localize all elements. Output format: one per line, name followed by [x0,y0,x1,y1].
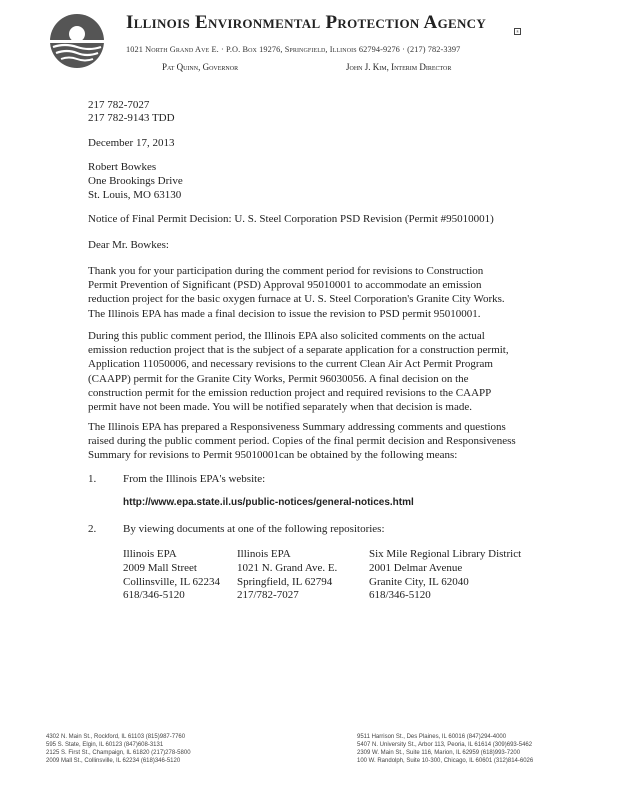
repository-springfield [237,548,337,603]
paragraph-comment-period [88,329,538,414]
repository-line: Springfield, IL 62794 [237,575,333,588]
salutation: Dear Mr. Bowkes: [88,239,169,251]
paragraph-line: construction permit for the emission reduction project and required revisions to the CAAPP [88,386,492,399]
illinois-epa-logo [45,12,113,70]
agency-address: 1021 North Grand Ave E. · P.O. Box 19276, Springfield, Illinois 62794-9276 · (217) 782-3397 [126,45,461,54]
repository-line: 1021 N. Grand Ave. E. [237,561,338,574]
footer-line: 2009 Mall St., Collinsville, IL 62234 (618)346-5120 [46,758,181,764]
agency-name: Illinois Environmental Protection Agency [126,12,487,33]
list-item-repositories: By viewing documents at one of the following repositories: [123,523,385,535]
repository-granite-city [369,548,521,603]
repository-line: 217/782-7027 [237,589,299,602]
tdd-number: 217 782-9143 TDD [88,112,175,124]
footer-offices-left [46,733,191,765]
repository-line: Illinois EPA [237,548,291,560]
repository-line: 618/346-5120 [123,589,185,602]
recipient-name: Robert Bowkes [88,161,157,173]
footer-line: 595 S. State, Elgin, IL 60123 (847)608-3131 [46,742,164,748]
paragraph-line: Thank you for your participation during the comment period for revisions to Construction [88,265,484,277]
repository-line: Collinsville, IL 62234 [123,575,221,588]
footer-line: 9511 Harrison St., Des Plaines, IL 60016 (847)294-4000 [357,734,507,740]
recipient-street: One Brookings Drive [88,175,183,187]
paragraph-thanks [88,264,538,321]
registered-mark: ® [516,29,520,34]
phone-number: 217 782-7027 [88,99,150,111]
footer-line: 2125 S. First St., Champaign, IL 61820 (217)278-5800 [46,750,191,756]
paragraph-line: During this public comment period, the Illinois EPA also solicited comments on the actual [88,330,485,342]
footer-line: 5407 N. University St., Arbor 113, Peoria, IL 61614 (309)693-5462 [357,742,533,748]
paragraph-line: Permit Prevention of Significant (PSD) Approval 95010001 to accommodate an emission [88,279,482,292]
footer-offices-right [357,733,533,765]
list-number: 2. [88,523,97,535]
footer-line: 2309 W. Main St., Suite 116, Marion, IL 62959 (618)993-7200 [357,750,521,756]
footer-line: 4302 N. Main St., Rockford, IL 61103 (815)987-7760 [46,734,186,740]
repository-line: Illinois EPA [123,548,177,560]
repository-line: 2009 Mall Street [123,561,197,574]
repository-line: 2001 Delmar Avenue [369,561,463,574]
paragraph-line: (CAAPP) permit for the Granite City Works, Permit 96030056. A final decision on the [88,372,469,385]
paragraph-line: emission reduction project that is the subject of a separate application for a construction permit, [88,344,509,357]
paragraph-line: Summary for revisions to Permit 95010001can be obtained by the following means: [88,449,458,462]
repository-line: 618/346-5120 [369,589,431,602]
repository-line: Granite City, IL 62040 [369,575,469,588]
notices-website-link[interactable]: http://www.epa.state.il.us/public-notices/general-notices.html [123,497,414,508]
footer-line: 100 W. Randolph, Suite 10-300, Chicago, IL 60601 (312)814-6026 [357,758,534,764]
paragraph-line: permit have not been made. You will be notified separately when that decision is made. [88,401,472,414]
paragraph-line: reduction project for the basic oxygen furnace at U. S. Steel Corporation's Granite City Works. [88,293,505,306]
letter-subject: Notice of Final Permit Decision: U. S. Steel Corporation PSD Revision (Permit #95010001) [88,213,494,225]
governor-name: Pat Quinn, Governor [162,62,239,72]
repository-line: Six Mile Regional Library District [369,548,522,560]
paragraph-line: The Illinois EPA has made a final decision to issue the revision to PSD permit 95010001. [88,307,481,320]
list-number: 1. [88,473,97,485]
letter-date: December 17, 2013 [88,137,175,149]
paragraph-responsiveness [88,420,538,463]
paragraph-line: Application 11050006, and necessary revisions to the current Clean Air Act Permit Program [88,358,493,371]
list-item-website: From the Illinois EPA's website: [123,473,266,485]
repository-collinsville [123,548,220,603]
paragraph-line: The Illinois EPA has prepared a Responsiveness Summary addressing comments and questions [88,421,506,433]
recipient-city: St. Louis, MO 63130 [88,189,182,201]
paragraph-line: raised during the public comment period. Copies of the final permit decision and Responsiveness [88,435,516,448]
director-name: John J. Kim, Interim Director [346,62,452,72]
